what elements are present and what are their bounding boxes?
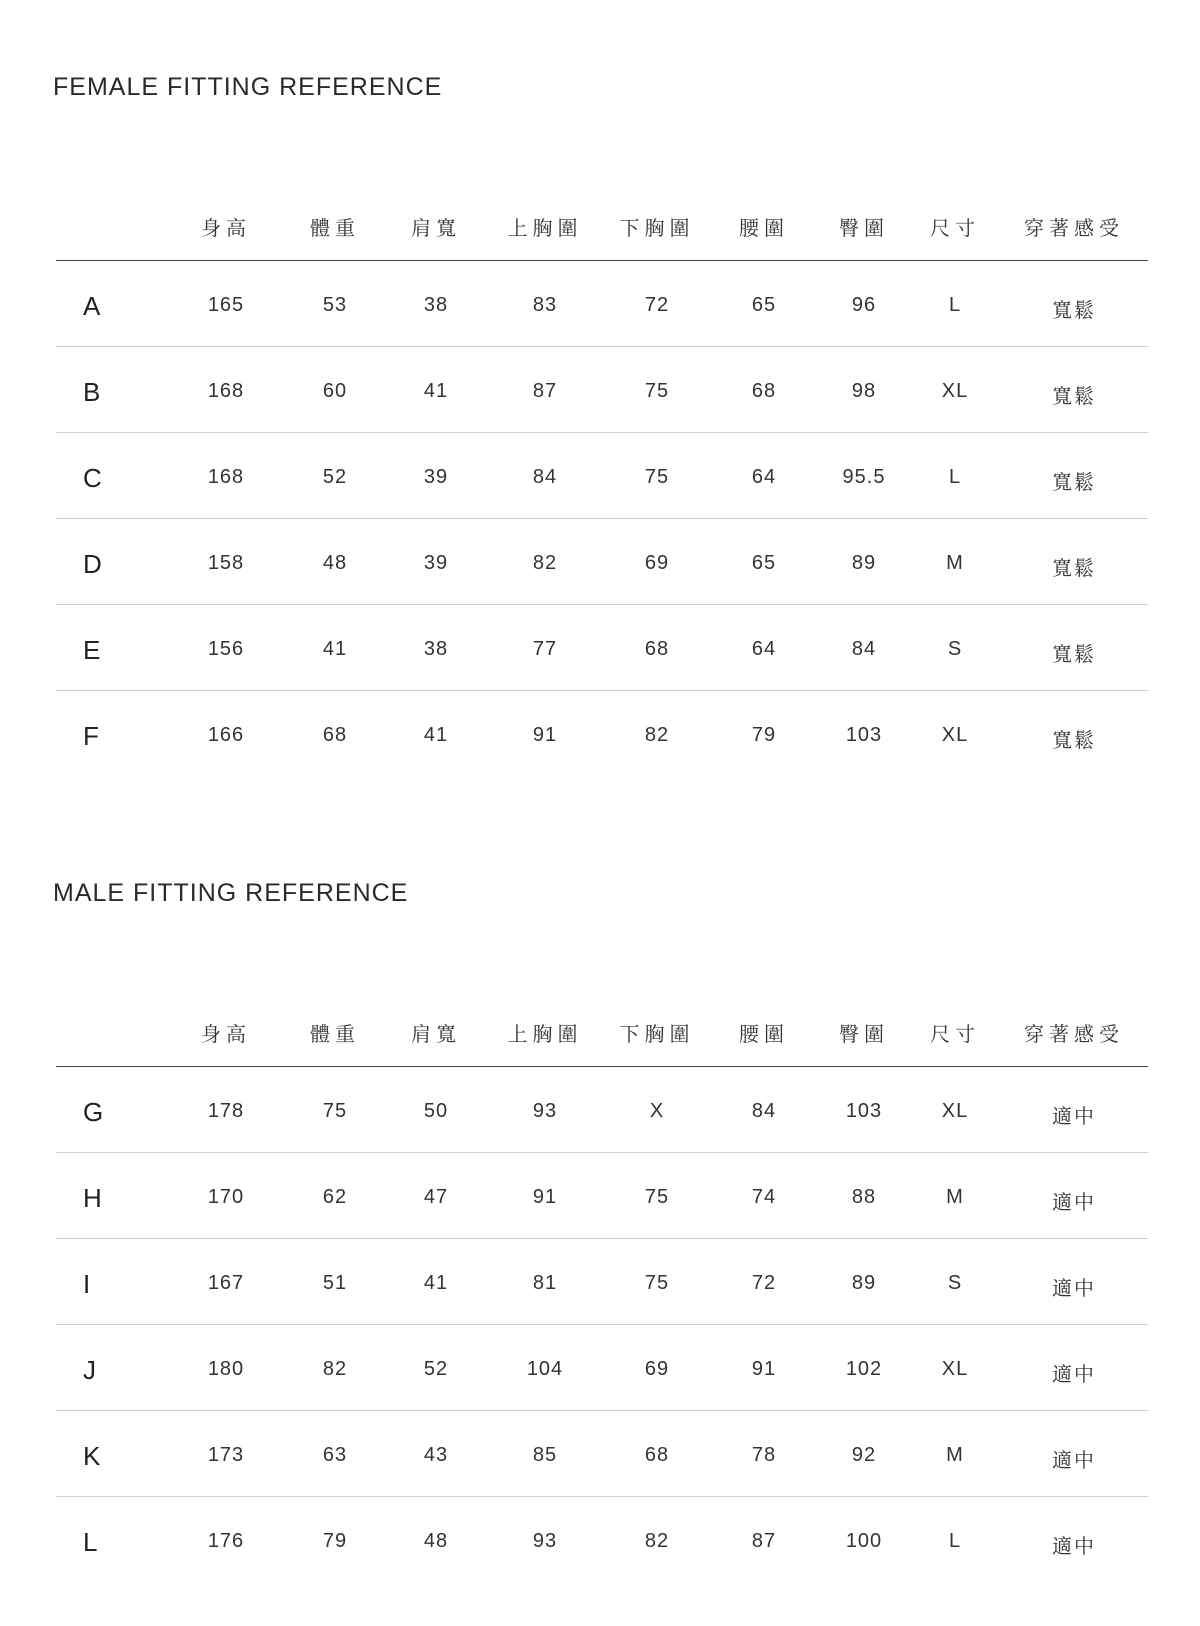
- cell-fit-feel: 適中: [1052, 1448, 1096, 1472]
- header-shoulder-width: 肩寬: [411, 1022, 461, 1046]
- cell-hip: 100: [845, 1530, 883, 1552]
- header-height: 身高: [201, 1022, 251, 1046]
- cell-fit-feel: 適中: [1052, 1362, 1096, 1386]
- cell-height: 167: [207, 1272, 245, 1294]
- header-upper-chest: 上胸圍: [507, 216, 583, 240]
- cell-size: M: [946, 1444, 964, 1466]
- row-label: C: [83, 463, 102, 493]
- cell-height: 173: [207, 1444, 245, 1466]
- cell-shoulder-width: 47: [423, 1186, 449, 1208]
- cell-weight: 53: [322, 294, 348, 316]
- cell-hip: 89: [851, 552, 877, 574]
- cell-under-chest: 75: [644, 466, 670, 488]
- cell-waist: 79: [751, 724, 777, 746]
- cell-height: 168: [207, 380, 245, 402]
- table-row: [56, 433, 1148, 519]
- row-label: A: [83, 291, 101, 321]
- cell-hip: 95.5: [842, 466, 886, 488]
- cell-fit-feel: 寬鬆: [1052, 642, 1096, 666]
- table-row: [56, 519, 1148, 605]
- header-size: 尺寸: [930, 1022, 980, 1046]
- cell-upper-chest: 87: [532, 380, 558, 402]
- cell-waist: 72: [751, 1272, 777, 1294]
- cell-fit-feel: 適中: [1052, 1276, 1096, 1300]
- row-label: L: [83, 1527, 98, 1557]
- cell-upper-chest: 81: [532, 1272, 558, 1294]
- cell-upper-chest: 84: [532, 466, 558, 488]
- cell-fit-feel: 寬鬆: [1052, 384, 1096, 408]
- cell-weight: 41: [322, 638, 348, 660]
- table-row: [56, 691, 1148, 776]
- cell-shoulder-width: 38: [423, 294, 449, 316]
- cell-shoulder-width: 50: [423, 1100, 449, 1122]
- row-label: H: [83, 1183, 102, 1213]
- cell-under-chest: 68: [644, 1444, 670, 1466]
- table-row: [56, 1325, 1148, 1411]
- table-row: [56, 1153, 1148, 1239]
- cell-weight: 68: [322, 724, 348, 746]
- cell-shoulder-width: 38: [423, 638, 449, 660]
- cell-weight: 79: [322, 1530, 348, 1552]
- cell-fit-feel: 寬鬆: [1052, 556, 1096, 580]
- cell-height: 166: [207, 724, 245, 746]
- table-row: [56, 1411, 1148, 1497]
- header-under-chest: 下胸圍: [619, 216, 695, 240]
- cell-hip: 84: [851, 638, 877, 660]
- header-hip: 臀圍: [839, 216, 889, 240]
- cell-shoulder-width: 41: [423, 1272, 449, 1294]
- table-row: [56, 347, 1148, 433]
- header-upper-chest: 上胸圍: [507, 1022, 583, 1046]
- cell-weight: 48: [322, 552, 348, 574]
- header-waist: 腰圍: [739, 216, 789, 240]
- cell-waist: 65: [751, 552, 777, 574]
- cell-waist: 87: [751, 1530, 777, 1552]
- header-fit-feel: 穿著感受: [1024, 216, 1124, 240]
- row-label: B: [83, 377, 101, 407]
- cell-waist: 68: [751, 380, 777, 402]
- cell-hip: 96: [851, 294, 877, 316]
- cell-height: 170: [207, 1186, 245, 1208]
- cell-shoulder-width: 39: [423, 466, 449, 488]
- cell-size: XL: [941, 1100, 969, 1122]
- header-fit-feel: 穿著感受: [1024, 1022, 1124, 1046]
- table-row: [56, 261, 1148, 347]
- cell-waist: 65: [751, 294, 777, 316]
- cell-upper-chest: 93: [532, 1530, 558, 1552]
- row-label: J: [83, 1355, 96, 1385]
- cell-upper-chest: 83: [532, 294, 558, 316]
- female-fitting-table: [56, 202, 1148, 776]
- male-section-title: MALE FITTING REFERENCE: [53, 879, 409, 907]
- cell-fit-feel: 適中: [1052, 1104, 1096, 1128]
- cell-under-chest: 69: [644, 1358, 670, 1380]
- cell-height: 156: [207, 638, 245, 660]
- cell-shoulder-width: 43: [423, 1444, 449, 1466]
- table-row: [56, 1497, 1148, 1582]
- cell-height: 168: [207, 466, 245, 488]
- cell-fit-feel: 適中: [1052, 1534, 1096, 1558]
- cell-size: L: [948, 466, 962, 488]
- cell-weight: 62: [322, 1186, 348, 1208]
- cell-size: XL: [941, 1358, 969, 1380]
- cell-under-chest: 68: [644, 638, 670, 660]
- cell-waist: 64: [751, 466, 777, 488]
- cell-under-chest: 72: [644, 294, 670, 316]
- cell-height: 180: [207, 1358, 245, 1380]
- cell-under-chest: 69: [644, 552, 670, 574]
- header-under-chest: 下胸圍: [619, 1022, 695, 1046]
- cell-under-chest: 75: [644, 1186, 670, 1208]
- header-size: 尺寸: [930, 216, 980, 240]
- cell-shoulder-width: 48: [423, 1530, 449, 1552]
- header-weight: 體重: [310, 216, 360, 240]
- cell-under-chest: 82: [644, 1530, 670, 1552]
- cell-shoulder-width: 41: [423, 724, 449, 746]
- cell-size: L: [948, 294, 962, 316]
- cell-upper-chest: 91: [532, 1186, 558, 1208]
- cell-waist: 84: [751, 1100, 777, 1122]
- cell-upper-chest: 104: [526, 1358, 564, 1380]
- cell-upper-chest: 82: [532, 552, 558, 574]
- row-label: F: [83, 721, 99, 751]
- cell-size: XL: [941, 724, 969, 746]
- cell-size: L: [948, 1530, 962, 1552]
- cell-shoulder-width: 39: [423, 552, 449, 574]
- cell-upper-chest: 85: [532, 1444, 558, 1466]
- cell-hip: 98: [851, 380, 877, 402]
- cell-size: M: [946, 552, 964, 574]
- female-section-title: FEMALE FITTING REFERENCE: [53, 73, 443, 101]
- cell-size: XL: [941, 380, 969, 402]
- cell-waist: 74: [751, 1186, 777, 1208]
- cell-hip: 92: [851, 1444, 877, 1466]
- cell-weight: 75: [322, 1100, 348, 1122]
- cell-under-chest: 75: [644, 380, 670, 402]
- cell-height: 158: [207, 552, 245, 574]
- cell-under-chest: X: [649, 1100, 665, 1122]
- cell-shoulder-width: 41: [423, 380, 449, 402]
- table-row: [56, 1067, 1148, 1153]
- row-label: I: [83, 1269, 91, 1299]
- header-weight: 體重: [310, 1022, 360, 1046]
- cell-shoulder-width: 52: [423, 1358, 449, 1380]
- row-label: D: [83, 549, 102, 579]
- row-label: E: [83, 635, 101, 665]
- cell-waist: 91: [751, 1358, 777, 1380]
- cell-under-chest: 82: [644, 724, 670, 746]
- cell-hip: 102: [845, 1358, 883, 1380]
- cell-under-chest: 75: [644, 1272, 670, 1294]
- cell-fit-feel: 寬鬆: [1052, 470, 1096, 494]
- row-label: K: [83, 1441, 101, 1471]
- cell-hip: 103: [845, 724, 883, 746]
- cell-size: M: [946, 1186, 964, 1208]
- cell-upper-chest: 93: [532, 1100, 558, 1122]
- cell-waist: 64: [751, 638, 777, 660]
- table-row: [56, 1239, 1148, 1325]
- cell-fit-feel: 寬鬆: [1052, 298, 1096, 322]
- cell-upper-chest: 77: [532, 638, 558, 660]
- table-row: [56, 605, 1148, 691]
- cell-upper-chest: 91: [532, 724, 558, 746]
- cell-size: S: [947, 1272, 963, 1294]
- cell-weight: 63: [322, 1444, 348, 1466]
- cell-weight: 52: [322, 466, 348, 488]
- cell-hip: 88: [851, 1186, 877, 1208]
- header-height: 身高: [201, 216, 251, 240]
- header-hip: 臀圍: [839, 1022, 889, 1046]
- cell-weight: 60: [322, 380, 348, 402]
- cell-height: 178: [207, 1100, 245, 1122]
- cell-size: S: [947, 638, 963, 660]
- cell-height: 176: [207, 1530, 245, 1552]
- row-label: G: [83, 1097, 104, 1127]
- header-waist: 腰圍: [739, 1022, 789, 1046]
- cell-hip: 89: [851, 1272, 877, 1294]
- cell-height: 165: [207, 294, 245, 316]
- cell-fit-feel: 適中: [1052, 1190, 1096, 1214]
- header-shoulder-width: 肩寬: [411, 216, 461, 240]
- cell-hip: 103: [845, 1100, 883, 1122]
- male-fitting-table: [56, 1008, 1148, 1582]
- table-header-row: [56, 202, 1148, 261]
- cell-weight: 51: [322, 1272, 348, 1294]
- table-header-row: [56, 1008, 1148, 1067]
- cell-weight: 82: [322, 1358, 348, 1380]
- cell-fit-feel: 寬鬆: [1052, 728, 1096, 752]
- cell-waist: 78: [751, 1444, 777, 1466]
